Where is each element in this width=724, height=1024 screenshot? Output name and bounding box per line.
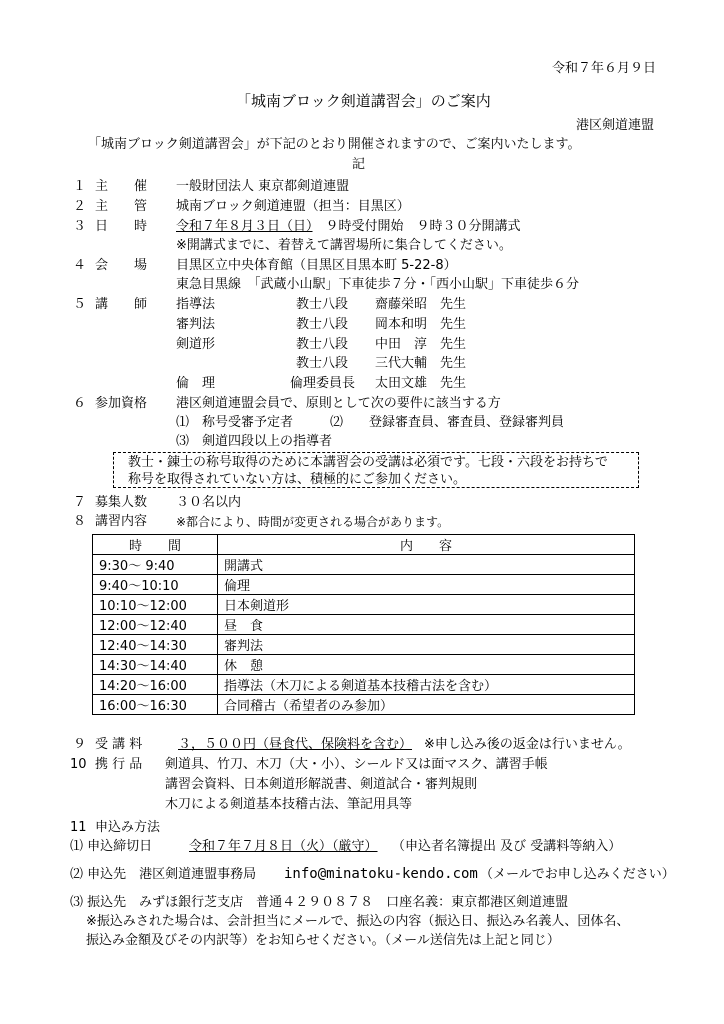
- item-6-no: ６: [73, 396, 87, 411]
- item-11-label: 申込み方法: [95, 820, 161, 835]
- schedule-table: [92, 534, 635, 715]
- item-10-label: 携 行 品: [95, 757, 143, 772]
- item-3-note: ※開講式までに、着替えて講習場所に集合してください。: [176, 238, 512, 253]
- apply-email[interactable]: info@minatoku-kendo.com: [284, 866, 478, 882]
- item-5-no: ５: [73, 297, 87, 312]
- event-date: 令和７年８月３日（日）: [176, 219, 313, 234]
- table-row: [93, 695, 635, 715]
- table-row: [93, 575, 635, 595]
- apply-to-label: ⑵ 申込先 港区剣道連盟事務局: [70, 867, 257, 882]
- table-header-row: [93, 535, 635, 555]
- item-4-access: 東急目黒線 「武蔵小山駅」下車徒歩７分・「西小山駅」下車徒歩６分: [176, 277, 580, 292]
- time-cell: 16:00～16:30: [93, 695, 218, 715]
- bank-note-2: 振込み金額及びその内訳等）をお知らせください。（メール送信先は上記と同じ）: [86, 933, 560, 948]
- issuer-org: 港区剣道連盟: [576, 118, 655, 133]
- content-cell: 倫理: [218, 575, 635, 595]
- item-4-no: ４: [73, 258, 87, 273]
- instructor-rank: 教士八段: [296, 317, 349, 332]
- table-row: [93, 675, 635, 695]
- time-cell: 10:10～12:00: [93, 595, 218, 615]
- instructor-name: 齋藤栄昭 先生: [375, 297, 467, 312]
- time-cell: 12:40～14:30: [93, 635, 218, 655]
- item-10-line-1: 剣道具、竹刀、木刀（大・小）、シールド又は面マスク、講習手帳: [165, 757, 548, 772]
- instructor-rank: 倫理委員長: [290, 376, 356, 391]
- apply-deadline-label: ⑴ 申込締切日: [70, 839, 153, 854]
- instructor-cat: 剣道形: [176, 337, 216, 352]
- time-cell: 14:20～16:00: [93, 675, 218, 695]
- time-cell: 9:40～10:10: [93, 575, 218, 595]
- instructor-rank: 教士八段: [296, 337, 349, 352]
- col-content-header: 内 容: [218, 535, 635, 555]
- notice-line-1: 教士・錬士の称号取得のために本講習会の受講は必須です。七段・六段をお持ちで: [128, 455, 608, 470]
- item-6-value: 港区剣道連盟会員で、原則として次の要件に該当する方: [176, 396, 501, 411]
- content-cell: 昼 食: [218, 615, 635, 635]
- notice-line-2: 称号を取得されていない方は、積極的にご参加ください。: [128, 472, 467, 487]
- document-title: 「城南ブロック剣道講習会」のご案内: [236, 92, 491, 110]
- table-row: [93, 635, 635, 655]
- item-8-no: ８: [73, 514, 87, 529]
- content-cell: 審判法: [218, 635, 635, 655]
- instructor-name: 岡本和明 先生: [375, 317, 467, 332]
- content-cell: 指導法（木刀による剣道基本技稽古法を含む）: [218, 675, 635, 695]
- instructor-cat: 審判法: [176, 317, 216, 332]
- instructor-rank: 教士八段: [296, 297, 349, 312]
- content-cell: 日本剣道形: [218, 595, 635, 615]
- document-date: 令和７年６月９日: [552, 61, 657, 76]
- table-row: [93, 615, 635, 635]
- instructor-cat: 指導法: [176, 297, 216, 312]
- instructor-name: 三代大輔 先生: [375, 356, 467, 371]
- item-9-note: ※申し込み後の返金は行いません。: [424, 737, 631, 752]
- requirement-2: ⑵ 登録審査員、審査員、登録審判員: [330, 415, 565, 430]
- table-row: [93, 655, 635, 675]
- intro-text: 「城南ブロック剣道講習会」が下記のとおり開催されますので、ご案内いたします。: [88, 137, 581, 152]
- item-5-label: 講 師: [95, 297, 148, 312]
- table-row: [93, 555, 635, 575]
- col-time-header: 時 間: [93, 535, 218, 555]
- bank-note-1: ※振込みされた場合は、会計担当にメールで、振込の内容（振込日、振込み名義人、団体名、: [86, 914, 630, 929]
- item-9-label: 受 講 料: [95, 737, 143, 752]
- item-3-no: ３: [73, 219, 87, 234]
- item-1-value: 一般財団法人 東京都剣道連盟: [176, 179, 350, 194]
- instructor-rank: 教士八段: [296, 356, 349, 371]
- content-cell: 開講式: [218, 555, 635, 575]
- item-7-label: 募集人数: [95, 495, 148, 510]
- item-3-value: [176, 218, 521, 236]
- event-time: ９時受付開始 ９時３０分開講式: [312, 219, 521, 234]
- content-cell: 休 憩: [218, 655, 635, 675]
- apply-to-note: （メールでお申し込みください）: [480, 867, 675, 882]
- time-cell: 12:00～12:40: [93, 615, 218, 635]
- content-cell: 合同稽古（希望者のみ参加）: [218, 695, 635, 715]
- item-11-no: 11: [70, 820, 87, 835]
- item-1-no: １: [73, 179, 87, 194]
- time-cell: 9:30～ 9:40: [93, 555, 218, 575]
- item-9-value: ３，５００円（昼食代、保険料を含む）: [178, 737, 413, 752]
- instructor-name: 中田 淳 先生: [375, 337, 467, 352]
- item-2-no: ２: [73, 199, 87, 214]
- apply-deadline-date: 令和７年７月８日（火）（厳守）: [189, 839, 378, 854]
- requirement-3: ⑶ 剣道四段以上の指導者: [176, 434, 333, 449]
- item-3-label: 日 時: [95, 219, 148, 234]
- item-2-label: 主 管: [95, 199, 148, 214]
- bank-transfer-info: ⑶ 振込先 みずほ銀行芝支店 普通４２９０８７８ 口座名義：東京都港区剣道連盟: [70, 895, 569, 910]
- ki-mark: 記: [352, 157, 366, 172]
- item-4-label: 会 場: [95, 258, 148, 273]
- item-10-line-3: 木刀による剣道基本技稽古法、筆記用具等: [165, 797, 413, 812]
- item-7-no: ７: [73, 495, 87, 510]
- item-6-label: 参加資格: [95, 396, 148, 411]
- item-4-value: 目黒区立中央体育館（目黒区目黒本町 5-22-8）: [176, 258, 457, 273]
- item-8-note: ※都合により、時間が変更される場合があります。: [176, 515, 450, 529]
- item-8-label: 講習内容: [95, 514, 148, 529]
- apply-deadline-note: （申込者名簿提出 及び 受講料等納入）: [392, 839, 622, 854]
- item-10-no: 10: [70, 757, 87, 772]
- time-cell: 14:30～14:40: [93, 655, 218, 675]
- table-row: [93, 595, 635, 615]
- item-2-value: 城南ブロック剣道連盟（担当：目黒区）: [176, 199, 410, 214]
- item-9-no: ９: [73, 737, 87, 752]
- item-10-line-2: 講習会資料、日本剣道形解説書、剣道試合・審判規則: [165, 777, 478, 792]
- instructor-name: 太田文雄 先生: [375, 376, 467, 391]
- item-7-value: ３０名以内: [176, 495, 242, 510]
- requirement-1: ⑴ 称号受審予定者: [176, 415, 294, 430]
- instructor-cat: 倫 理: [176, 376, 216, 391]
- item-1-label: 主 催: [95, 179, 148, 194]
